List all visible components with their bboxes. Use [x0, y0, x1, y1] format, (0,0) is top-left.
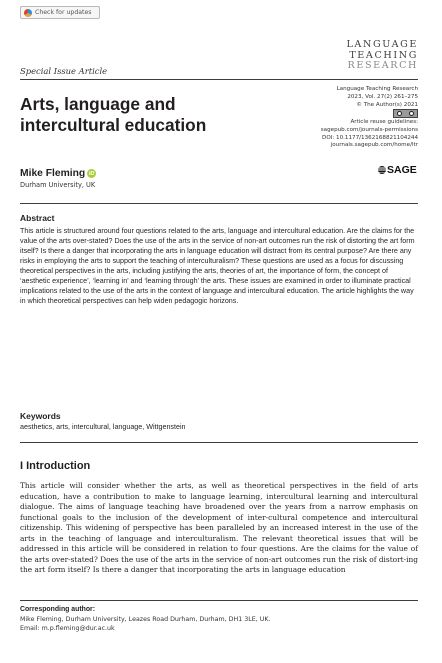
corresponding-author-details [20, 616, 418, 633]
crossmark-icon [24, 9, 32, 17]
reuse-link[interactable]: sagepub.com/journals-permissions [320, 126, 418, 133]
introduction-heading: I Introduction [20, 460, 91, 472]
footer-rule [20, 600, 418, 601]
copyright: © The Author(s) 2021 [356, 101, 418, 108]
reuse-label: Article reuse guidelines: [350, 118, 418, 125]
article-title: Arts, language and intercultural education [20, 94, 207, 135]
journal-logo-line3: RESEARCH [347, 60, 418, 71]
check-for-updates-label: Check for updates [35, 9, 92, 16]
article-metadata [256, 86, 418, 150]
author-name: Mike Fleming [20, 168, 86, 179]
doi-link[interactable]: DOI: 10.1177/1362168821104244 [322, 134, 418, 141]
author [20, 168, 96, 179]
volume-info: 2023, Vol. 27(2) 261–275 [347, 93, 418, 100]
sage-icon [378, 166, 386, 174]
check-for-updates-badge[interactable] [20, 6, 100, 19]
header-rule [20, 79, 418, 80]
keywords-heading: Keywords [20, 411, 61, 421]
journal-url[interactable]: journals.sagepub.com/home/ltr [330, 142, 418, 149]
keywords-text: aesthetics, arts, intercultural, language, Wittgenstein [20, 423, 186, 431]
orcid-icon[interactable]: iD [88, 170, 95, 177]
keywords-rule [20, 442, 418, 443]
abstract-heading: Abstract [20, 213, 55, 223]
journal-logo-line2: TEACHING [349, 49, 418, 61]
corresponding-address: Mike Fleming, Durham University, Leazes Road Durham, Durham, DH1 3LE, UK. [20, 616, 271, 623]
author-affiliation: Durham University, UK [20, 181, 96, 189]
journal-logo [334, 40, 418, 72]
abstract-rule-top [20, 203, 418, 204]
cc-by-icon [393, 109, 418, 118]
abstract-text: This article is structured around four questions related to the arts, language and intercultural education. Are the claims for the value of the arts over-stated? Does the use of the arts in the service of non-art outcomes run the risk of distorting the art form itself? Is there a danger that incorporating the arts in language education will distract from its central purpose? Are there any risks in employing the arts to support the teaching of interculturalism? These questions are used as a focus for discussing theoretical perspectives in the arts, including justifying the arts, theories of art, the importance of form, the concept of ‘aesthetic experience’, ‘learning in’ and ‘learning through’ the arts. These issues are examined in order to illuminate practical implications related to the use of the arts in the context of language and intercultural education. The article highlights the way in which theoretical perspectives can help widen pedagogic horizons. [20, 227, 415, 306]
introduction-text: This article will consider whether the arts, as well as theoretical perspectives in the field of arts education, have a contribution to make to language learning, intercultural learning and intercultural dialogue. The aims of language teaching have broadened over the years from a narrow emphasis on functional goals to the inclusion of the development of inter-cultural competence and intercultural citizenship. This widening of perspective has been paralleled by an increased interest in the use of the arts in the teaching of language and interculturalism. The relevant theoretical issues that will be addressed in this article will be considered in relation to four questions. Are the claims for the value of the arts over-stated? Does the use of the arts in the service of non-art outcomes run the risk of distort-ing the art form itself? Is there a danger that incorporating the arts in language education [20, 481, 418, 575]
issue-label: Special Issue Article [20, 66, 108, 76]
journal-name: Language Teaching Research [336, 86, 418, 92]
journal-logo-line1: LANGUAGE [346, 39, 418, 50]
publisher-logo [378, 164, 417, 176]
corresponding-author-heading: Corresponding author: [20, 606, 96, 613]
publisher-name: SAGE [387, 164, 417, 176]
corresponding-email[interactable]: Email: m.p.fleming@dur.ac.uk [20, 624, 115, 632]
